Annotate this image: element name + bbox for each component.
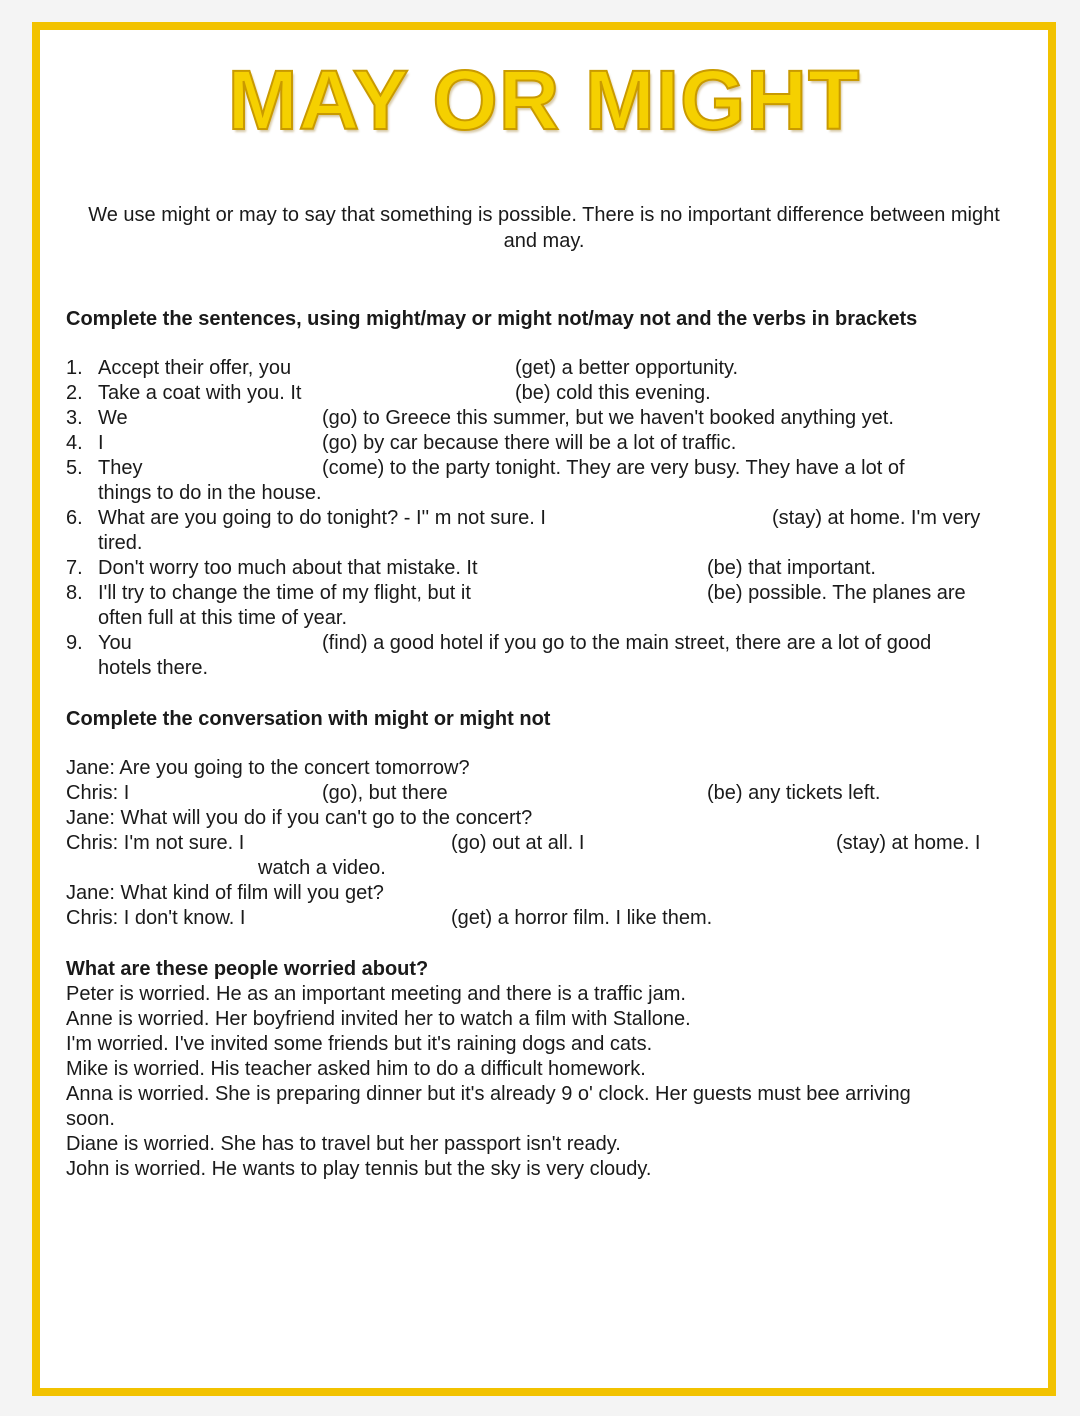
dialogue-line: Jane: Are you going to the concert tomorrow?	[66, 757, 470, 779]
item-number: 2.	[66, 382, 83, 404]
worry-line: soon.	[66, 1108, 115, 1130]
item-text: Take a coat with you. It	[98, 382, 302, 404]
dialogue-text: Chris: I	[66, 782, 130, 804]
item-verb-text: (get) a better opportunity.	[515, 357, 739, 379]
list-item	[66, 406, 1018, 431]
dialogue-text: (go), but there	[322, 782, 448, 804]
item-number: 1.	[66, 357, 83, 379]
worry-line: I'm worried. I've invited some friends but it's raining dogs and cats.	[66, 1033, 653, 1055]
item-verb-text: (be) that important.	[707, 557, 876, 579]
worry-line: Anne is worried. Her boyfriend invited her to watch a film with Stallone.	[66, 1008, 691, 1030]
worry-line: Anna is worried. She is preparing dinner but it's already 9 o' clock. Her guests must bee arriving	[66, 1083, 911, 1105]
item-text: You	[98, 632, 132, 654]
item-number: 3.	[66, 407, 83, 429]
item-verb-text: (be) possible. The planes are	[707, 582, 966, 604]
list-item	[66, 356, 1018, 381]
dialogue-text: Chris: I don't know. I	[66, 907, 246, 929]
list-item	[66, 506, 1018, 531]
exercise-1-heading: Complete the sentences, using might/may or might not/may not and the verbs in brackets	[66, 308, 918, 330]
item-continuation: hotels there.	[98, 657, 209, 679]
dialogue-text: (go) out at all. I	[451, 832, 585, 854]
item-verb-text: (find) a good hotel if you go to the main street, there are a lot of good	[322, 632, 932, 654]
dialogue-text: (stay) at home. I	[836, 832, 981, 854]
item-continuation: often full at this time of year.	[98, 607, 348, 629]
list-item	[66, 631, 1018, 656]
item-verb-text: (stay) at home. I'm very	[772, 507, 981, 529]
dialogue-text: Chris: I'm not sure. I	[66, 832, 245, 854]
dialogue-text: (get) a horror film. I like them.	[451, 907, 713, 929]
worry-line: John is worried. He wants to play tennis but the sky is very cloudy.	[66, 1158, 652, 1180]
exercise-3	[66, 957, 1018, 1182]
exercise-2	[66, 706, 1018, 931]
list-item	[66, 556, 1018, 581]
dialogue-line: watch a video.	[258, 857, 386, 879]
item-text: I	[98, 432, 104, 454]
item-text: We	[98, 407, 128, 429]
dialogue-line	[66, 781, 1018, 806]
dialogue-line: Jane: What kind of film will you get?	[66, 882, 384, 904]
worksheet-frame	[32, 22, 1056, 1396]
dialogue-line	[66, 906, 1018, 931]
item-number: 9.	[66, 632, 83, 654]
item-number: 5.	[66, 457, 83, 479]
item-continuation: tired.	[98, 532, 143, 554]
exercise-3-heading: What are these people worried about?	[66, 958, 429, 980]
item-verb-text: (go) to Greece this summer, but we haven't booked anything yet.	[322, 407, 894, 429]
worry-line: Diane is worried. She has to travel but her passport isn't ready.	[66, 1133, 621, 1155]
dialogue-line: Jane: What will you do if you can't go to the concert?	[66, 807, 533, 829]
item-verb-text: (go) by car because there will be a lot of traffic.	[322, 432, 737, 454]
item-verb-text: (be) cold this evening.	[515, 382, 711, 404]
item-number: 7.	[66, 557, 83, 579]
item-text: What are you going to do tonight? - I'' m not sure. I	[98, 507, 546, 529]
item-text: They	[98, 457, 143, 479]
list-item	[66, 431, 1018, 456]
dialogue-line	[66, 831, 1018, 856]
list-item	[66, 581, 1018, 606]
list-item	[66, 381, 1018, 406]
exercise-1	[66, 306, 1018, 681]
worry-line: Peter is worried. He as an important meeting and there is a traffic jam.	[66, 983, 686, 1005]
dialogue-text: (be) any tickets left.	[707, 782, 881, 804]
item-text: Accept their offer, you	[98, 357, 292, 379]
item-number: 8.	[66, 582, 83, 604]
item-continuation: things to do in the house.	[98, 482, 322, 504]
item-text: Don't worry too much about that mistake. It	[98, 557, 478, 579]
item-number: 4.	[66, 432, 83, 454]
exercise-2-heading: Complete the conversation with might or might not	[66, 708, 551, 730]
item-text: I'll try to change the time of my flight, but it	[98, 582, 471, 604]
item-verb-text: (come) to the party tonight. They are very busy. They have a lot of	[322, 457, 905, 479]
worry-line: Mike is worried. His teacher asked him to do a difficult homework.	[66, 1058, 646, 1080]
page-title: MAY OR MIGHT	[227, 53, 861, 147]
intro-paragraph: We use might or may to say that something is possible. There is no important difference between might and may.	[88, 204, 1000, 252]
item-number: 6.	[66, 507, 83, 529]
list-item	[66, 456, 1018, 481]
